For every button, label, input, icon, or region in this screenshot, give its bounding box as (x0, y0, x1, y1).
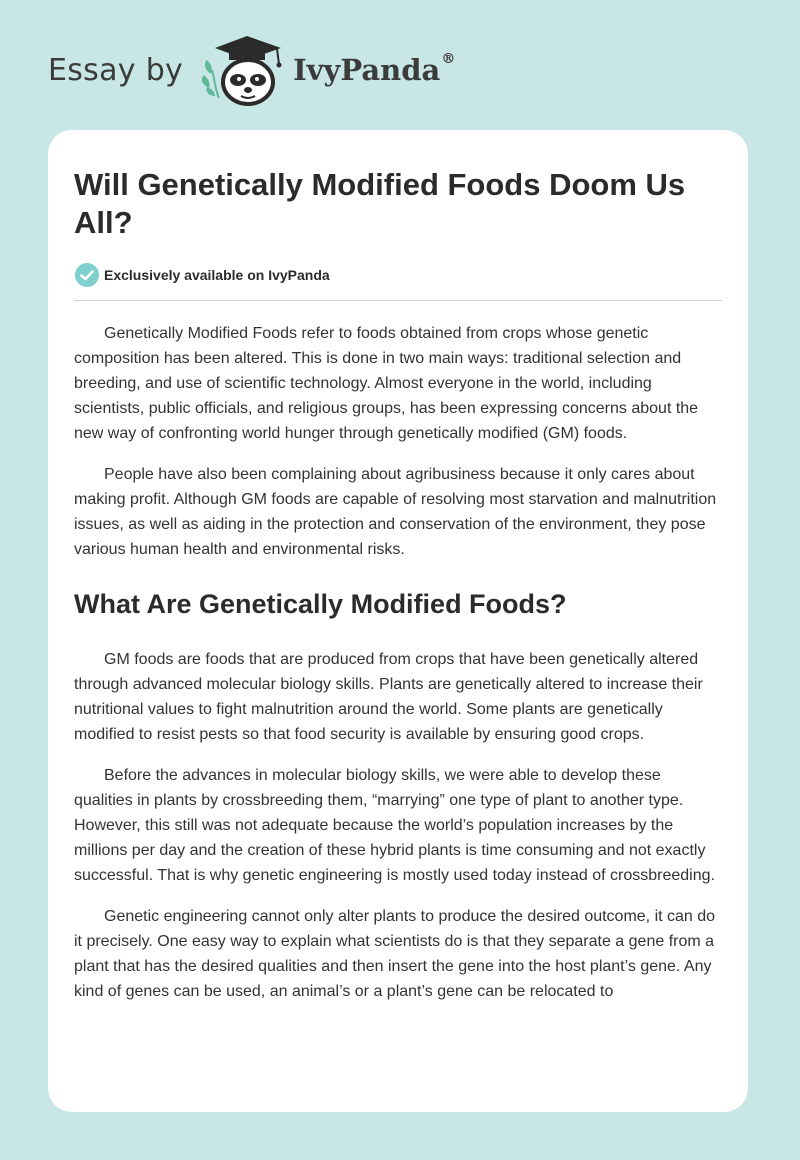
section-heading: What Are Genetically Modified Foods? (74, 589, 567, 619)
brand-name-text: IvyPanda (293, 53, 441, 87)
registered-mark: ® (441, 51, 456, 67)
brand-prefix: Essay by (48, 52, 184, 88)
paragraph: Before the advances in molecular biology skills, we were able to develop these qualities in plants by crossbreeding them, “marrying” one type of plant to another type. However, this still was not adequate because the world’s population increases by the millions per day and the creation of these hybrid plants is time consuming and not exactly successful. That is why genetic engineering is mostly used today instead of crossbreeding. (74, 767, 715, 884)
paragraph: Genetic engineering cannot only alter plants to produce the desired outcome, it can do it precisely. One easy way to explain what scientists do is that they separate a gene from a plant that has the desired qualities and then insert the gene into the host plant’s gene. Any kind of genes can be used, an animal’s or a plant’s gene can be relocated to (74, 908, 716, 1000)
panda-logo-icon[interactable] (197, 30, 289, 110)
checkmark-badge-icon (74, 262, 100, 288)
paragraph: People have also been complaining about agribusiness because it only cares about making profit. Although GM foods are capable of resolving most starvation and malnutrition issues, as well as aiding in the protection and conservation of the environment, they pose various human health and environmental risks. (74, 466, 717, 558)
paragraph: Genetically Modified Foods refer to foods obtained from crops whose genetic composition has been altered. This is done in two main ways: traditional selection and breeding, and use of scientific technology. Almost everyone in the world, including scientists, public officials, and religious groups, has been expressing concerns about the new way of confronting world hunger through genetically modified (GM) foods. (74, 325, 699, 442)
brand-name (293, 53, 455, 87)
divider (74, 300, 722, 301)
ivy-leaf-icon (202, 60, 219, 98)
site-header (48, 30, 455, 110)
exclusive-badge (74, 262, 722, 288)
essay-card (48, 130, 748, 1112)
paragraph: GM foods are foods that are produced from crops that have been genetically altered through advanced molecular biology skills. Plants are genetically altered to increase their nutritional values to fight malnutrition around the world. Some plants are genetically modified to resist pests so that food security is available by ensuring good crops. (74, 651, 703, 743)
exclusive-badge-label: Exclusively available on IvyPanda (104, 267, 330, 283)
essay-title: Will Genetically Modified Foods Doom Us All? (74, 167, 686, 240)
